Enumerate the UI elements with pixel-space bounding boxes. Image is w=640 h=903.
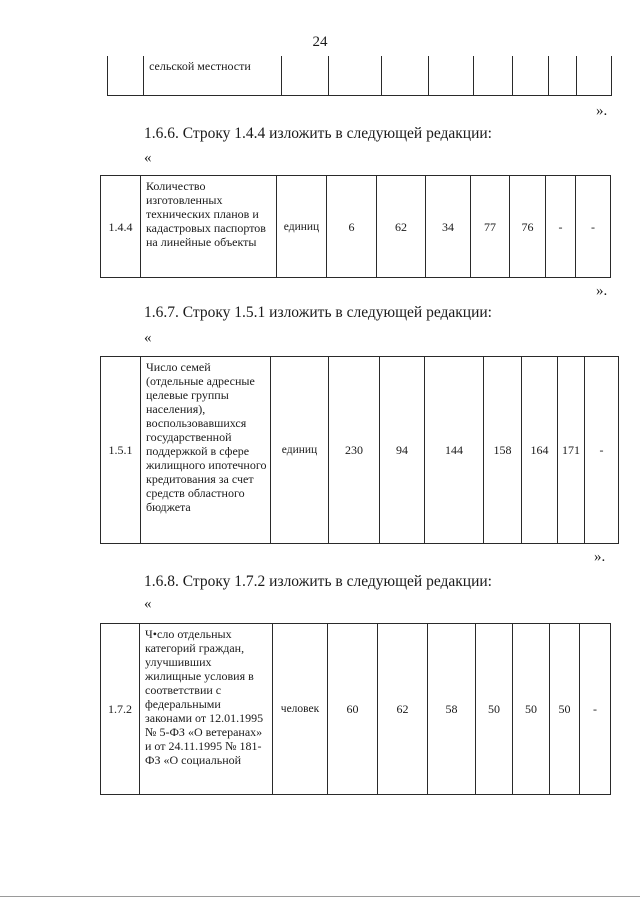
opening-quote: «: [144, 330, 152, 346]
row-code: 1.5.1: [101, 357, 141, 544]
table-fragment-prev: [107, 56, 612, 96]
opening-quote: «: [144, 150, 152, 166]
table-row: [101, 624, 611, 795]
row-value: [548, 56, 576, 96]
row-value: [576, 56, 611, 96]
row-description: Количество изготовленных технических планов и кадастровых паспортов на линейные объекты: [141, 176, 277, 278]
closing-quote: ».: [596, 103, 608, 119]
row-value: -: [580, 624, 611, 795]
row-value: -: [585, 357, 619, 544]
section-heading: 1.6.8. Строку 1.7.2 изложить в следующей редакции:: [144, 573, 492, 590]
row-description: Ч•сло отдельных категорий граждан, улучшивших жилищные условия в соответствии с федеральными законами от 12.01.1995 № 5-ФЗ «О ветеранах» и от 24.11.1995 № 181-ФЗ «О социальной: [140, 624, 273, 795]
row-value: 230: [329, 357, 380, 544]
row-value: [473, 56, 512, 96]
row-value: 171: [558, 357, 585, 544]
row-value: [512, 56, 548, 96]
row-value: 50: [513, 624, 550, 795]
row-value: 76: [510, 176, 546, 278]
table-row-1-7-2: [100, 623, 611, 795]
row-value: 6: [327, 176, 377, 278]
row-value: 158: [484, 357, 522, 544]
row-value: 58: [428, 624, 476, 795]
row-value: 144: [425, 357, 484, 544]
table-row: [101, 176, 611, 278]
row-description: Число семей (отдельные адресные целевые группы населения), воспользовавшихся государственной поддержкой в сфере жилищного ипотечного кредитования за счет средств областного бюджета: [141, 357, 271, 544]
row-description: сельской местности: [144, 56, 282, 96]
table-row: [101, 357, 619, 544]
row-unit: единиц: [271, 357, 329, 544]
row-code: 1.4.4: [101, 176, 141, 278]
row-value: [329, 56, 381, 96]
row-value: 50: [550, 624, 580, 795]
table-row: [108, 56, 612, 96]
row-value: -: [576, 176, 611, 278]
row-value: 62: [378, 624, 428, 795]
row-value: 34: [426, 176, 471, 278]
row-value: 164: [522, 357, 558, 544]
row-code: 1.7.2: [101, 624, 140, 795]
table-row-1-5-1: [100, 356, 619, 544]
section-heading: 1.6.7. Строку 1.5.1 изложить в следующей редакции:: [144, 304, 492, 321]
row-value: 94: [380, 357, 425, 544]
table-row-1-4-4: [100, 175, 611, 278]
row-unit: единиц: [277, 176, 327, 278]
row-code: [108, 56, 144, 96]
page-number: 24: [312, 34, 328, 50]
row-unit: [282, 56, 329, 96]
row-value: 77: [471, 176, 510, 278]
closing-quote: ».: [596, 283, 608, 299]
row-value: 50: [476, 624, 513, 795]
closing-quote: ».: [594, 549, 606, 565]
opening-quote: «: [144, 596, 152, 612]
section-heading: 1.6.6. Строку 1.4.4 изложить в следующей редакции:: [144, 125, 492, 142]
row-unit: человек: [273, 624, 328, 795]
row-value: [381, 56, 428, 96]
row-value: 62: [377, 176, 426, 278]
page-bottom-rule: [0, 896, 640, 897]
row-value: -: [546, 176, 576, 278]
row-value: 60: [328, 624, 378, 795]
row-value: [428, 56, 473, 96]
